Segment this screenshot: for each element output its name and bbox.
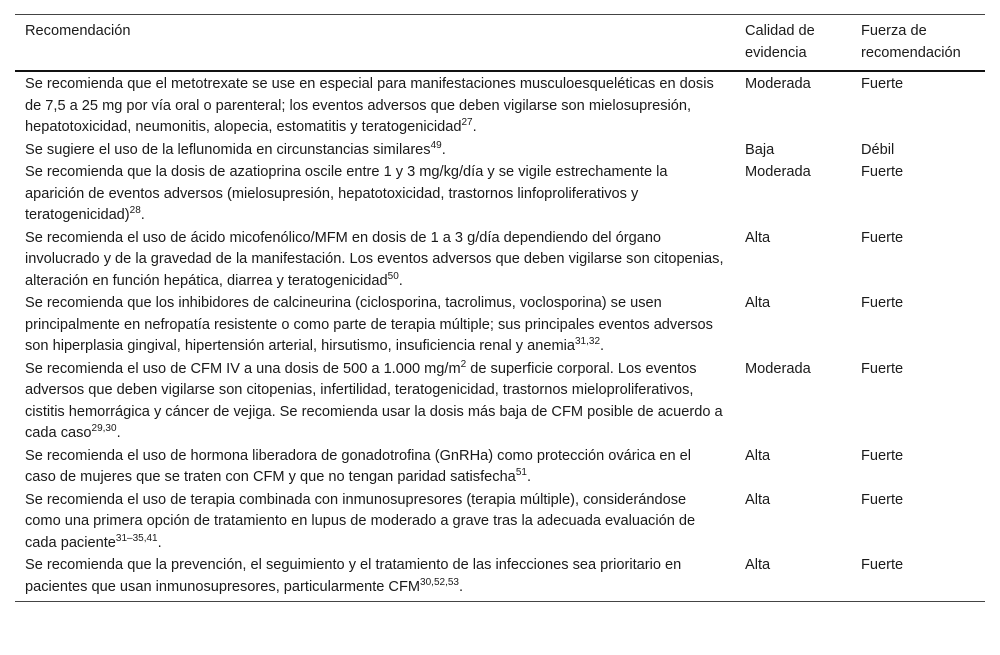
evidence-quality-cell: Alta xyxy=(745,491,771,508)
reference-superscript: 27 xyxy=(461,117,473,129)
header-recommendation-strength: Fuerza de recomendación xyxy=(861,23,961,61)
table-row xyxy=(15,71,985,140)
recommendation-text: Se recomienda el uso de ácido micofenólico/MFM en dosis de 1 a 3 g/día dependiendo del órgano involucrado y de la gravedad de la manifestación. Los eventos adversos que deben vigilarse son citopenias, alteración en función hepática, diarrea y teratogenicidad xyxy=(25,229,724,289)
recommendation-strength-cell: Fuerte xyxy=(861,295,904,311)
table-row xyxy=(15,228,985,294)
recommendation-text: Se recomienda el uso de hormona liberadora de gonadotrofina (GnRHa) como protección ovárica en el caso de mujeres que se traten con CFM y que no tengan paridad satisfecha xyxy=(25,447,692,485)
recommendation-strength-cell: Fuerte xyxy=(861,360,904,377)
evidence-quality-cell: Baja xyxy=(745,141,775,158)
recommendation-cell xyxy=(15,555,735,602)
table-row xyxy=(15,555,985,602)
table-row xyxy=(15,490,985,556)
sentence-end: . xyxy=(116,425,121,441)
recommendation-cell xyxy=(15,140,735,163)
recommendation-text: Se recomienda que la prevención, el seguimiento y el tratamiento de las infecciones sea prioritario en pacientes que usan inmunosupresores, particularmente CFM xyxy=(25,557,682,595)
table-row xyxy=(15,162,985,228)
recommendation-strength-cell: Fuerte xyxy=(861,491,904,508)
sentence-end: . xyxy=(140,207,145,223)
recommendations-table xyxy=(15,14,985,602)
evidence-quality-cell: Moderada xyxy=(745,164,811,180)
recommendation-strength-cell: Fuerte xyxy=(861,557,904,573)
reference-superscript: 30,52,53 xyxy=(420,576,459,588)
recommendation-cell xyxy=(15,228,735,294)
evidence-quality-cell: Alta xyxy=(745,229,771,246)
recommendation-cell xyxy=(15,446,735,490)
reference-superscript: 49 xyxy=(430,139,442,151)
table-row xyxy=(15,293,985,359)
table-row xyxy=(15,446,985,490)
sentence-end: . xyxy=(600,338,605,354)
evidence-quality-cell: Moderada xyxy=(745,76,811,92)
recommendation-cell xyxy=(15,293,735,359)
sentence-end: . xyxy=(472,119,477,135)
recommendation-text-start: Se recomienda el uso de CFM IV a una dosis de 500 a 1.000 mg/m xyxy=(25,360,461,377)
recommendation-text: de superficie corporal. Los eventos adversos que deben vigilarse son citopenias, infertilidad, teratogenicidad, trastornos mieloproliferativos, cistitis hemorrágica y cáncer de vejiga. Se recomienda usar la dosis más baja de CFM posible de acuerdo a cada caso xyxy=(25,360,723,441)
sentence-end: . xyxy=(157,534,162,551)
reference-superscript: 31,32 xyxy=(574,336,601,348)
recommendation-cell xyxy=(15,71,735,140)
sentence-end: . xyxy=(526,469,531,485)
reference-superscript: 29,30 xyxy=(91,423,117,435)
table-row xyxy=(15,140,985,163)
sentence-end: . xyxy=(398,272,403,289)
reference-superscript: 28 xyxy=(129,205,141,217)
reference-superscript: 50 xyxy=(387,270,399,282)
recommendation-cell xyxy=(15,490,735,556)
recommendation-text: Se recomienda que la dosis de azatioprina oscile entre 1 y 3 mg/kg/día y se vigile estrechamente la aparición de eventos adversos (mielosupresión, hepatotoxicidad, trastornos linfoproliferativos y teratogenicidad) xyxy=(25,164,668,223)
recommendation-strength-cell: Fuerte xyxy=(861,164,904,180)
evidence-quality-cell: Alta xyxy=(745,295,771,311)
recommendation-text: Se recomienda que el metotrexate se use en especial para manifestaciones musculoesqueléticas en dosis de 7,5 a 25 mg por vía oral o parenteral; los eventos adversos que deben vigilarse son mielosupresión, hepatotoxicidad, neumonitis, alopecia, estomatitis y teratogenicidad xyxy=(25,76,714,135)
recommendation-strength-cell: Fuerte xyxy=(861,447,904,464)
evidence-quality-cell: Alta xyxy=(745,557,771,573)
sentence-end: . xyxy=(458,578,464,595)
header-row xyxy=(15,15,985,72)
recommendation-cell xyxy=(15,359,735,446)
table-row xyxy=(15,359,985,446)
recommendations-table-container xyxy=(15,14,985,602)
recommendation-cell xyxy=(15,162,735,228)
recommendation-text: Se sugiere el uso de la leflunomida en circunstancias similares xyxy=(25,141,431,158)
recommendation-strength-cell: Fuerte xyxy=(861,229,904,246)
recommendation-strength-cell: Fuerte xyxy=(861,76,904,92)
recommendation-text: Se recomienda que los inhibidores de calcineurina (ciclosporina, tacrolimus, voclosporina) se usen principalmente en nefropatía resistente o como parte de terapia múltiple; sus principales eventos adversos son hiperplasia gingival, hipertensión arterial, hirsutismo, insuficiencia renal y anemia xyxy=(25,295,713,354)
evidence-quality-cell: Alta xyxy=(745,447,771,464)
header-evidence-quality: Calidad de evidencia xyxy=(745,23,815,61)
exponent-superscript: 2 xyxy=(460,358,467,370)
table-header xyxy=(15,15,985,72)
reference-superscript: 31–35,41 xyxy=(115,532,158,544)
evidence-quality-cell: Moderada xyxy=(745,360,811,377)
reference-superscript: 51 xyxy=(515,467,527,479)
table-body xyxy=(15,71,985,602)
recommendation-strength-cell: Débil xyxy=(861,141,895,158)
recommendation-text: Se recomienda el uso de terapia combinada con inmunosupresores (terapia múltiple), considerándose como una primera opción de tratamiento en lupus de moderado a grave tras la adecuada evaluación de cada paciente xyxy=(25,491,696,551)
header-recommendation: Recomendación xyxy=(25,23,131,39)
sentence-end: . xyxy=(441,141,446,158)
